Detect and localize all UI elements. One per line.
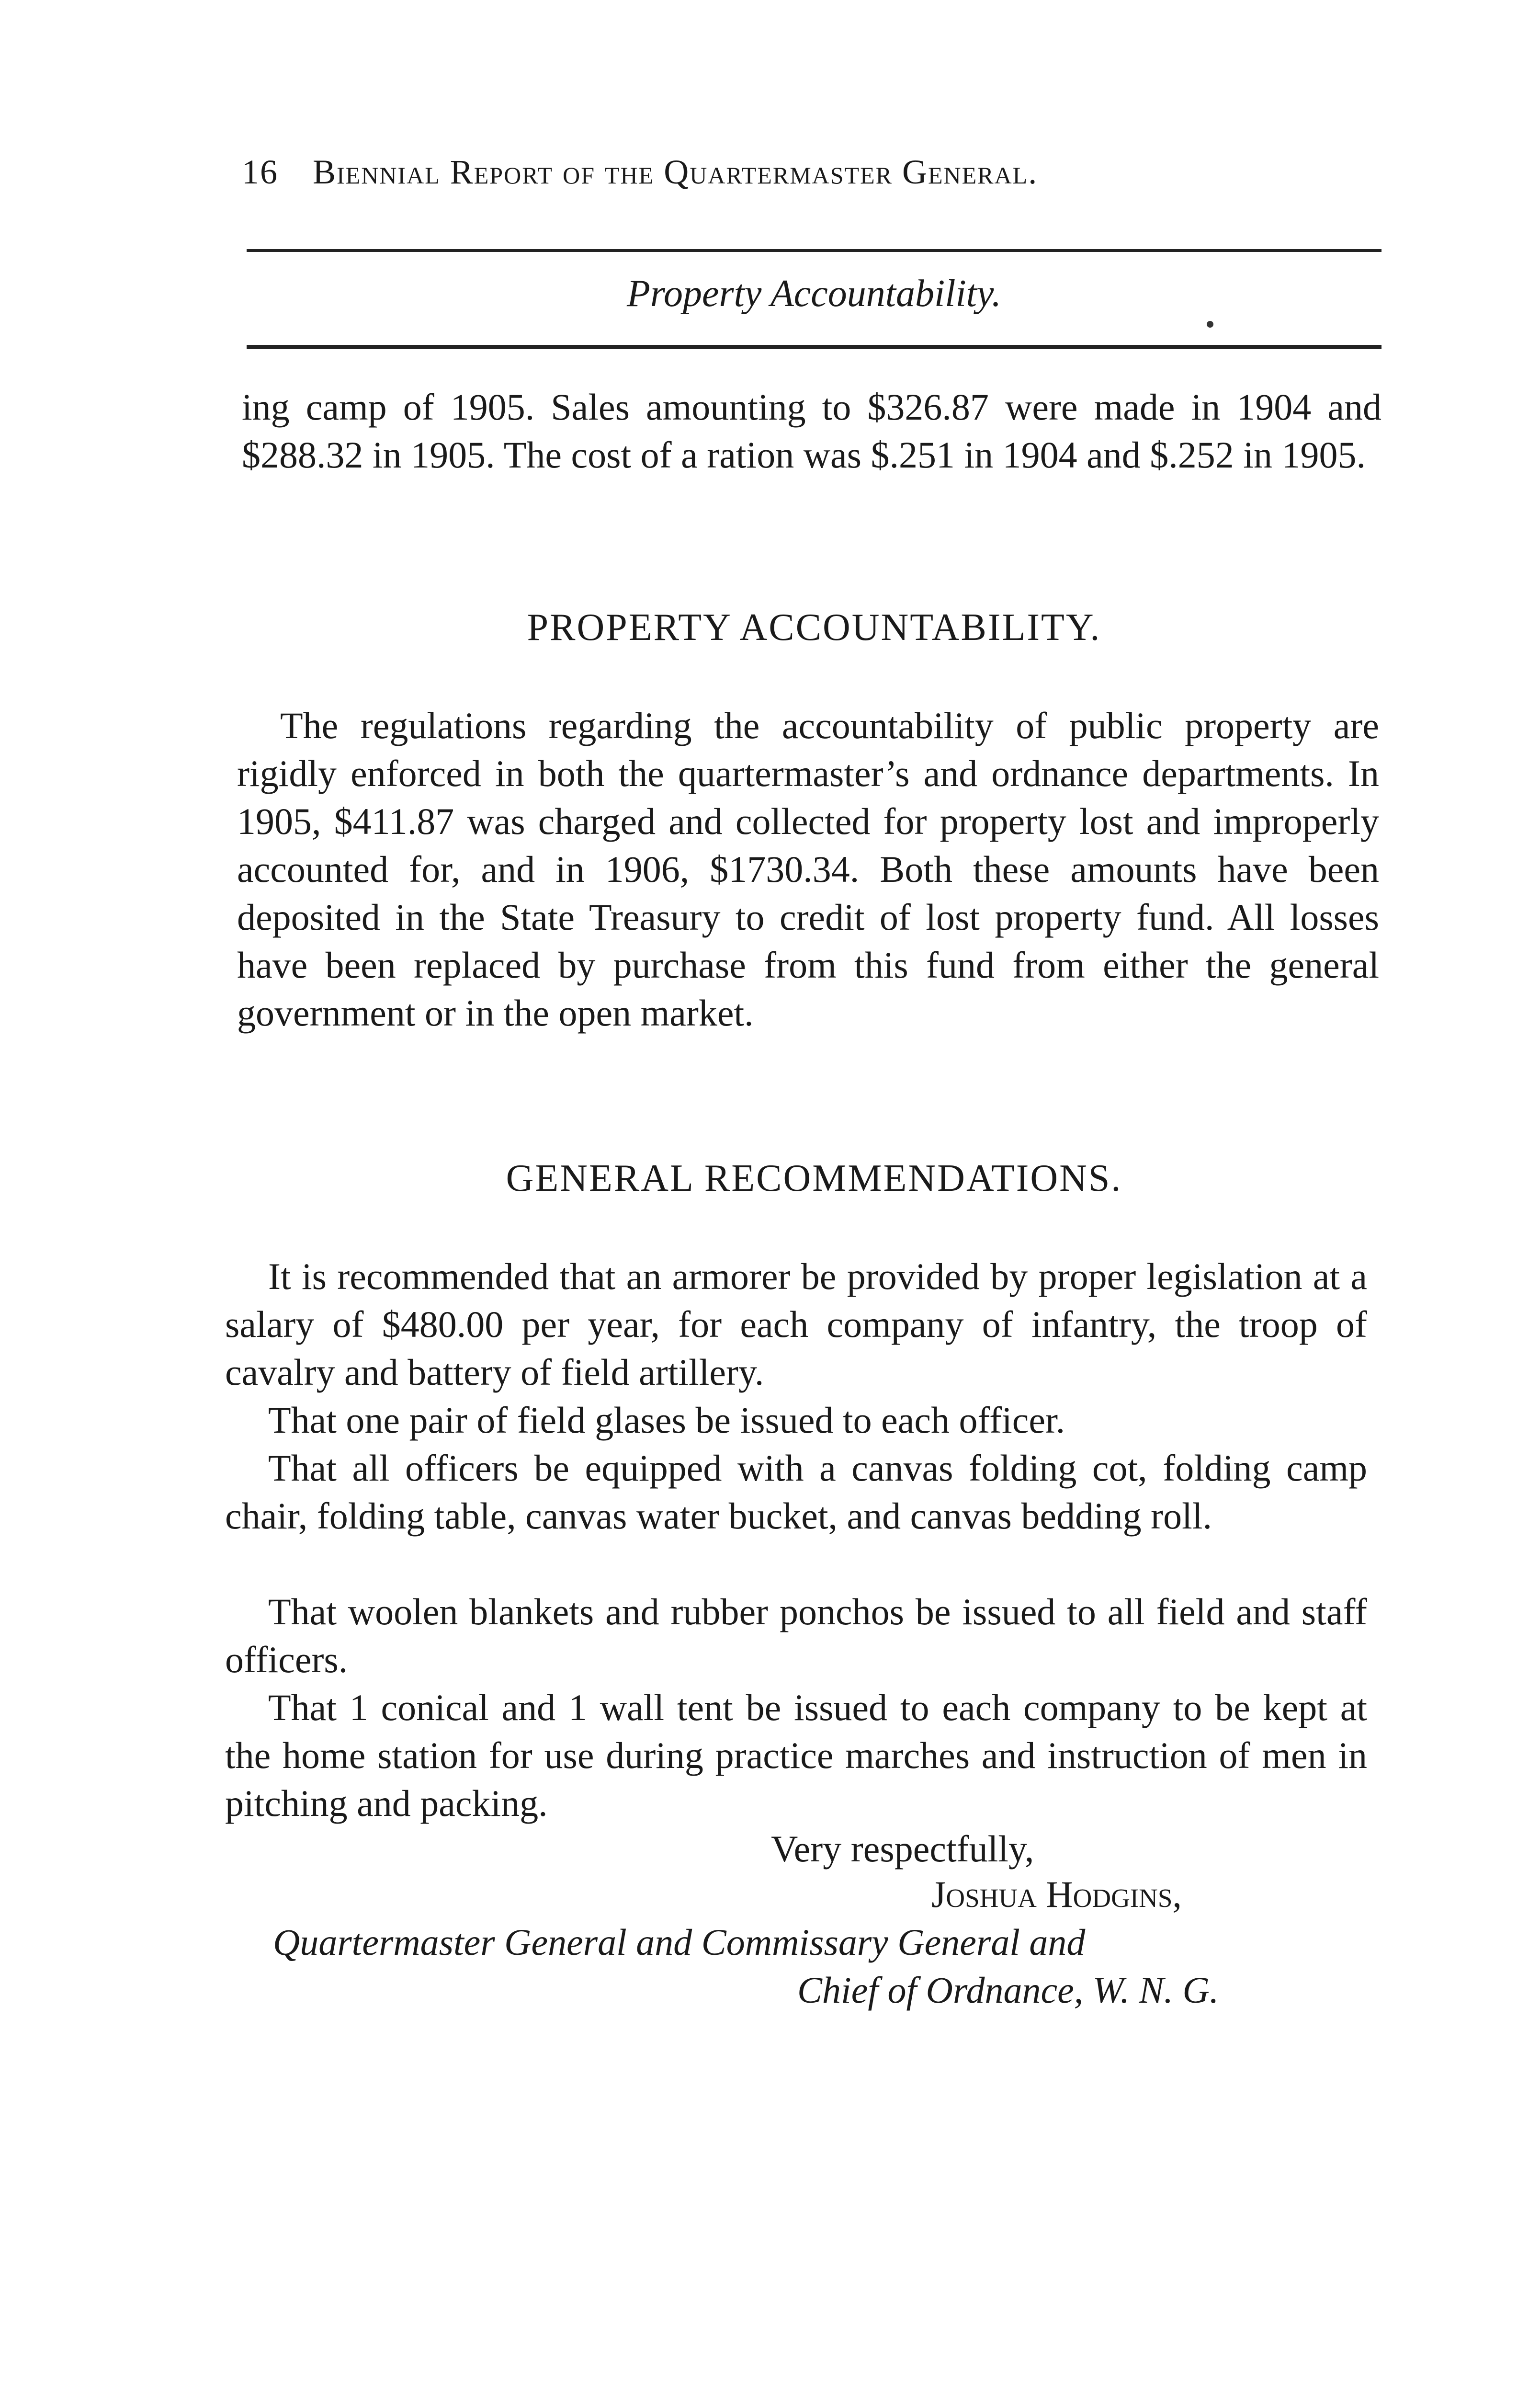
signatory-name: Joshua Hodgins, bbox=[931, 1873, 1182, 1915]
recommendations-heading: GENERAL RECOMMENDATIONS. bbox=[506, 1157, 1122, 1199]
bottom-rule bbox=[247, 345, 1381, 349]
section-label: Property Accountability. bbox=[626, 273, 1002, 315]
running-head bbox=[242, 152, 1391, 192]
signatory-title-line2: Chief of Ordnance, W. N. G. bbox=[797, 1969, 1219, 2011]
signatory-title-line1: Quartermaster General and Commissary General and bbox=[273, 1921, 1086, 1963]
recommendation-paragraph: That 1 conical and 1 wall tent be issued to each company to be kept at the home station for use during practice marches and instruction of men in pitching and packing. bbox=[225, 1687, 1367, 1824]
property-paragraph: The regulations regarding the accountability of public property are rigidly enforced in both the quartermaster’s and ordnance departments. In 1905, $411.87 was charged and collected for property lost and improperly accounted for, and in 1906, $1730.34. Both these amounts have been deposited in the State Treasury to credit of lost property fund. All losses have been replaced by purchase from this fund from either the general government or in the open market. bbox=[237, 705, 1379, 1034]
recommendation-paragraph: That all officers be equipped with a canvas folding cot, folding camp chair, folding table, canvas water bucket, and canvas bedding roll. bbox=[225, 1447, 1367, 1537]
ink-dot bbox=[1207, 321, 1213, 328]
recommendation-paragraph: That one pair of field glases be issued to each officer. bbox=[268, 1399, 1065, 1441]
running-title: Biennial Report of the Quartermaster General. bbox=[313, 153, 1038, 191]
continuation-paragraph: ing camp of 1905. Sales amounting to $326.87 were made in 1904 and $288.32 in 1905. The cost of a ration was $.251 in 1904 and $.252 in 1905. bbox=[242, 386, 1381, 476]
closing: Very respectfully, bbox=[771, 1828, 1034, 1870]
page-number: 16 bbox=[242, 153, 278, 191]
top-rule bbox=[247, 249, 1381, 252]
recommendation-paragraph: That woolen blankets and rubber ponchos be issued to all field and staff officers. bbox=[225, 1591, 1367, 1680]
property-heading: PROPERTY ACCOUNTABILITY. bbox=[527, 606, 1101, 649]
recommendation-paragraph: It is recommended that an armorer be provided by proper legislation at a salary of $480.00 per year, for each company of infantry, the troop of cavalry and battery of field artillery. bbox=[225, 1255, 1367, 1393]
